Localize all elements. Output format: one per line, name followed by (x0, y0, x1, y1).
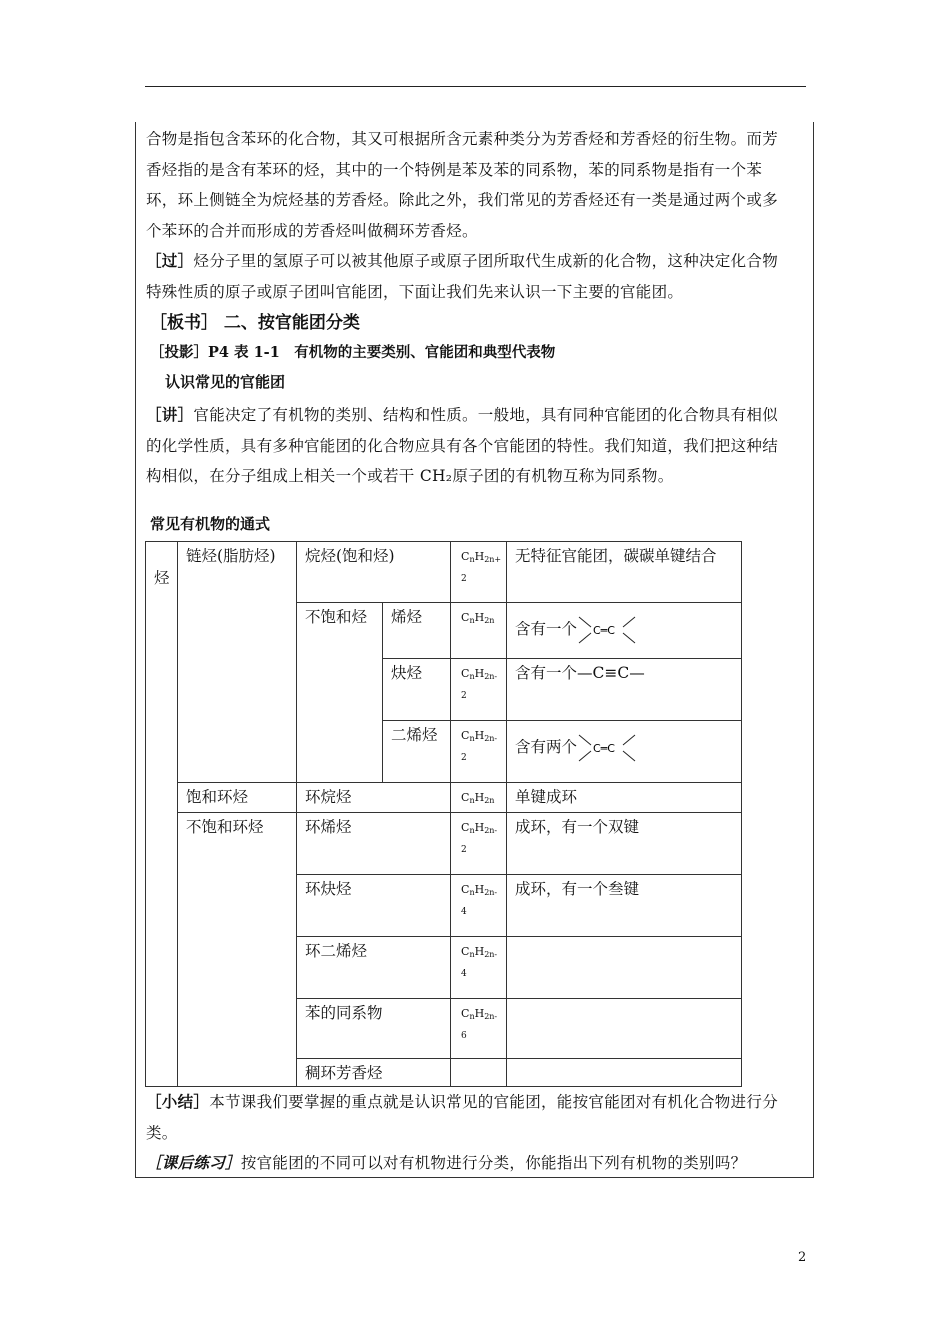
bond-label: C═C (593, 624, 616, 637)
text-line: 构相似，在分子组成上相关一个或若干 CH₂原子团的有机物互称为同系物。 (146, 467, 674, 485)
text-line: 特殊性质的原子或原子团叫官能团，下面让我们先来认识一下主要的官能团。 (146, 282, 684, 301)
cell-unsaturated: 不饱和烃 (297, 603, 383, 783)
banshu-heading: ［板书］ 二、按官能团分类 (150, 313, 360, 333)
guo-tag: ［过］ (146, 251, 194, 270)
text-line: 环，环上侧链全为烷烃基的芳香烃。除此之外，我们常见的芳香烃还有一类是通过两个或多 (146, 191, 779, 209)
text-line: 香烃指的是含有苯环的烃，其中的一个特例是苯及苯的同系物，苯的同系物是指有一个苯 (146, 160, 763, 179)
paragraph-guo (146, 246, 810, 307)
formula-diene: $C_nH_{2n-}$ 2 (451, 721, 507, 783)
desc-alkane: 无特征官能团，碳碳单键结合 (507, 542, 742, 603)
formula-cycloalkene: $C_nH_{2n-}$ 2 (451, 813, 507, 875)
kehou-tag: ［课后练习］ (146, 1153, 241, 1172)
touying-heading: ［投影］P4 表 1-1 有机物的主要类别、官能团和典型代表物 (150, 344, 556, 361)
text-line: 类。 (146, 1123, 178, 1142)
cell-unsaturated-ring: 不饱和环烃 (178, 813, 297, 1087)
cell-benzene-homologs: 苯的同系物 (297, 999, 451, 1059)
formula-cyclodiene: $C_nH_{2n-}$ 4 (451, 937, 507, 999)
table-title: 常见有机物的通式 (150, 515, 271, 533)
cell-diene: 二烯烃 (383, 721, 451, 783)
text-line: 烃分子里的氢原子可以被其他原子或原子团所取代生成新的化合物，这种决定化合物 (193, 252, 779, 270)
paragraph-jiang (146, 400, 810, 492)
text-line: 按官能团的不同可以对有机物进行分类，你能指出下列有机物的类别吗？ (240, 1154, 747, 1172)
desc-benzene-homologs (507, 999, 742, 1059)
cell-cycloalkane: 环烷烃 (297, 783, 451, 813)
desc-cycloalkane: 单键成环 (507, 783, 742, 813)
desc-cycloalkyne: 成环，有一个叁键 (507, 875, 742, 937)
cell-saturated-ring: 饱和环烃 (178, 783, 297, 813)
cell-alkene: 烯烃 (383, 603, 451, 659)
text-line: 个苯环的合并而形成的芳香烃叫做稠环芳香烃。 (146, 221, 478, 240)
jiang-tag: ［讲］ (146, 405, 194, 424)
formula-fused-aromatic (451, 1059, 507, 1087)
bond-label: C═C (593, 742, 616, 755)
paragraph-kehou (146, 1148, 810, 1179)
page-number: 2 (798, 1250, 807, 1265)
cell-cyclodiene: 环二烯烃 (297, 937, 451, 999)
text-line: 官能决定了有机物的类别、结构和性质。一般地，具有同种官能团的化合物具有相似 (193, 406, 779, 424)
desc-fused-aromatic (507, 1059, 742, 1087)
double-bond-icon (577, 733, 637, 763)
desc-alkene: 含有一个 C═C (507, 603, 742, 659)
cell-alkyne: 炔烃 (383, 659, 451, 721)
formula-alkane: $C_nH_{2n+}$ 2 (451, 542, 507, 603)
desc-cyclodiene (507, 937, 742, 999)
xiaojie-tag: ［小结］ (146, 1092, 210, 1111)
cell-cycloalkene: 环烯烃 (297, 813, 451, 875)
text-line: 合物是指包含苯环的化合物，其又可根据所含元素种类分为芳香烃和芳香烃的衍生物。而芳 (146, 130, 779, 148)
cell-fused-aromatic: 稠环芳香烃 (297, 1059, 451, 1087)
formula-table (145, 541, 742, 1087)
formula-alkyne: $C_nH_{2n-}$ 2 (451, 659, 507, 721)
paragraph-xiaojie (146, 1087, 810, 1148)
desc-diene: 含有两个 C═C (507, 721, 742, 783)
cell-cycloalkyne: 环炔烃 (297, 875, 451, 937)
desc-cycloalkene: 成环，有一个双键 (507, 813, 742, 875)
text-line: 本节课我们要掌握的重点就是认识常见的官能团，能按官能团对有机化合物进行分 (209, 1093, 779, 1111)
formula-benzene-homologs: $C_nH_{2n-}$ 6 (451, 999, 507, 1059)
cell-alkane: 烷烃(饱和烃) (297, 542, 451, 603)
subheading: 认识常见的官能团 (165, 373, 286, 391)
text-line: 的化学性质，具有多种官能团的化合物应具有各个官能团的特性。我们知道，我们把这种结 (146, 436, 779, 455)
formula-alkene: $C_nH_{2n}$ (451, 603, 507, 659)
cell-chain: 链烃(脂肪烃) (178, 542, 297, 783)
header-rule (145, 86, 806, 87)
double-bond-icon (577, 615, 637, 645)
formula-cycloalkane: $C_nH_{2n}$ (451, 783, 507, 813)
cell-ting: 烃 (146, 542, 178, 1087)
desc-alkyne: 含有一个—C≡C— (507, 659, 742, 721)
formula-cycloalkyne: $C_nH_{2n-}$ 4 (451, 875, 507, 937)
paragraph-aromatic (146, 124, 810, 246)
